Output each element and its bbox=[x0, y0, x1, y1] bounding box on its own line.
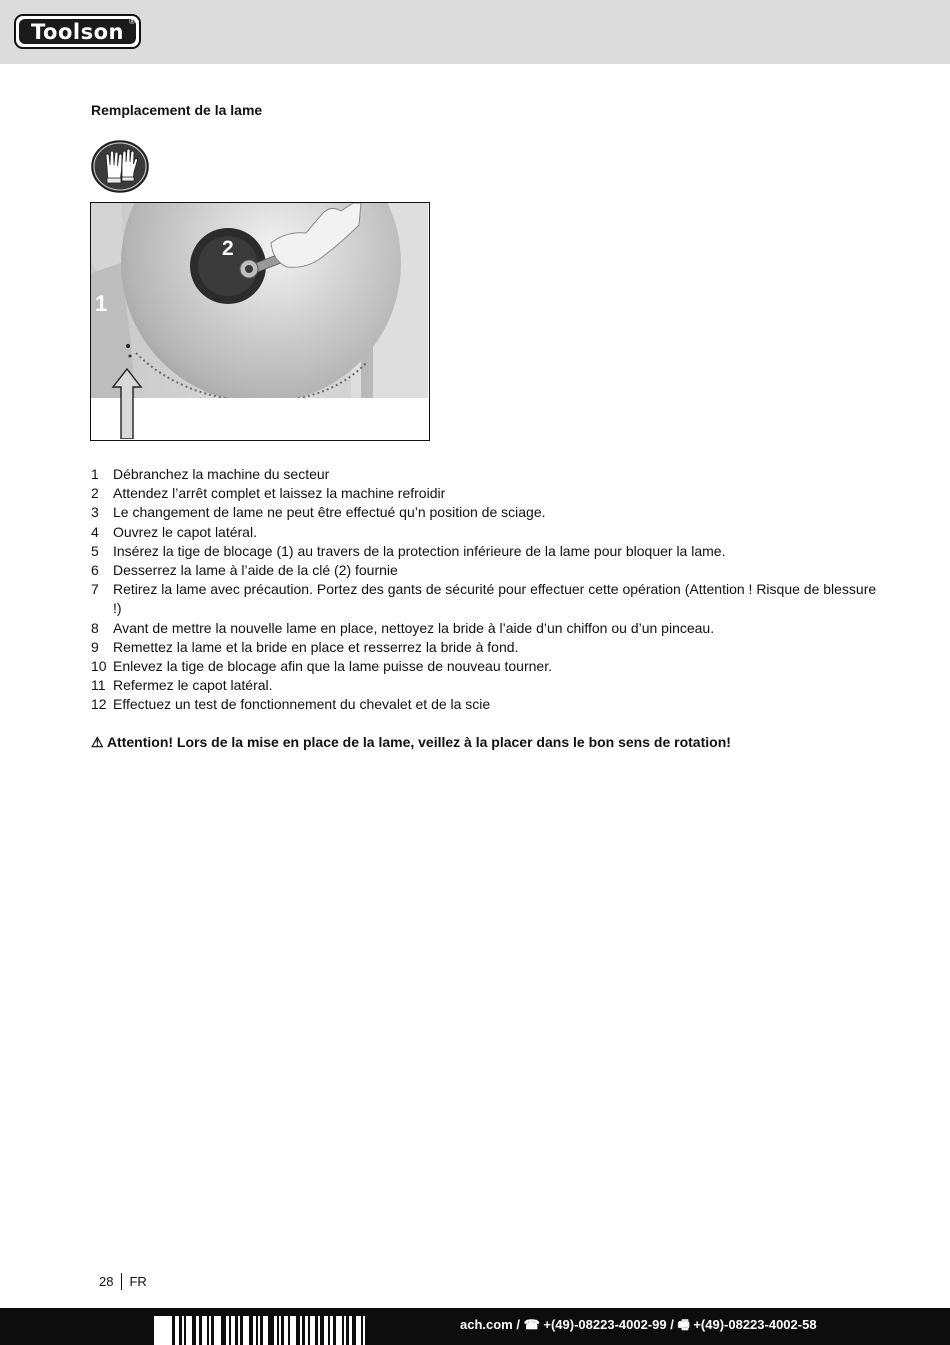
step-text: Effectuez un test de fonctionnement du chevalet et de la scie bbox=[113, 696, 491, 713]
gloves-icon bbox=[91, 140, 149, 193]
list-item bbox=[91, 465, 881, 484]
list-item bbox=[91, 484, 881, 503]
page-footer-info bbox=[99, 1273, 147, 1290]
list-item bbox=[91, 523, 881, 542]
toolson-logo bbox=[14, 14, 141, 49]
step-text: Ouvrez le capot latéral. bbox=[113, 523, 257, 540]
step-text: Insérez la tige de blocage (1) au travers de la protection inférieure de la lame pour bloquer la lame. bbox=[113, 542, 726, 559]
logo-text: Toolson bbox=[31, 19, 124, 44]
list-item bbox=[91, 619, 881, 638]
step-text: Le changement de lame ne peut être effectué qu’n position de sciage. bbox=[113, 504, 546, 521]
list-item bbox=[91, 676, 881, 695]
registered-mark: ® bbox=[129, 17, 135, 26]
step-text: Refermez le capot latéral. bbox=[113, 677, 273, 694]
list-item bbox=[91, 657, 881, 676]
step-text: Enlevez la tige de blocage afin que la lame puisse de nouveau tourner. bbox=[113, 658, 552, 675]
page-number: 28 bbox=[99, 1274, 114, 1289]
step-text: Avant de mettre la nouvelle lame en place, nettoyez la bride à l’aide d’un chiffon ou d’un pinceau. bbox=[113, 619, 715, 636]
footer-contact-text bbox=[460, 1316, 817, 1338]
warning-triangle-icon: ⚠ bbox=[91, 734, 104, 750]
step-text: Attendez l’arrêt complet et laissez la machine refroidir bbox=[113, 485, 446, 502]
step-number: 5 bbox=[91, 542, 99, 559]
step-number: 6 bbox=[91, 562, 99, 579]
list-item bbox=[91, 580, 881, 618]
step-number: 2 bbox=[91, 485, 99, 502]
step-number: 9 bbox=[91, 638, 99, 655]
list-item bbox=[91, 503, 881, 522]
step-text: Remettez la lame et la bride en place et resserrez la bride à fond. bbox=[113, 638, 519, 655]
page-header bbox=[0, 0, 950, 64]
blade-replacement-figure bbox=[90, 202, 430, 441]
figure-label-2: 2 bbox=[222, 237, 234, 260]
list-item bbox=[91, 561, 881, 580]
step-number: 10 bbox=[91, 658, 107, 675]
list-item bbox=[91, 638, 881, 657]
language-code: FR bbox=[129, 1274, 147, 1289]
list-item bbox=[91, 695, 881, 714]
steps-list bbox=[91, 465, 881, 715]
step-number: 3 bbox=[91, 504, 99, 521]
step-number: 1 bbox=[91, 466, 99, 482]
step-number: 7 bbox=[91, 581, 99, 598]
step-text: Débranchez la machine du secteur bbox=[113, 466, 330, 482]
figure-label-1: 1 bbox=[95, 291, 108, 316]
step-number: 8 bbox=[91, 619, 99, 636]
footer-barcode-artifact bbox=[154, 1316, 444, 1345]
footer-contact-line: ach.com / ☎ +(49)-08223-4002-99 / 🖷 +(49)-08223-4002-58 bbox=[460, 1317, 817, 1332]
step-number: 11 bbox=[91, 677, 106, 694]
section-title: Remplacement de la lame bbox=[91, 102, 263, 118]
step-number: 4 bbox=[91, 523, 99, 540]
warning-text: Attention! Lors de la mise en place de la lame, veillez à la placer dans le bon sens de rotation! bbox=[106, 734, 731, 750]
rotation-warning bbox=[91, 734, 731, 751]
footer-divider bbox=[121, 1273, 122, 1290]
step-number: 12 bbox=[91, 696, 107, 713]
list-item bbox=[91, 542, 881, 561]
step-text: Retirez la lame avec précaution. Portez des gants de sécurité pour effectuer cette opération (Attention ! Risque de blessure !) bbox=[113, 581, 877, 617]
step-text: Desserrez la lame à l’aide de la clé (2) fournie bbox=[113, 562, 398, 579]
